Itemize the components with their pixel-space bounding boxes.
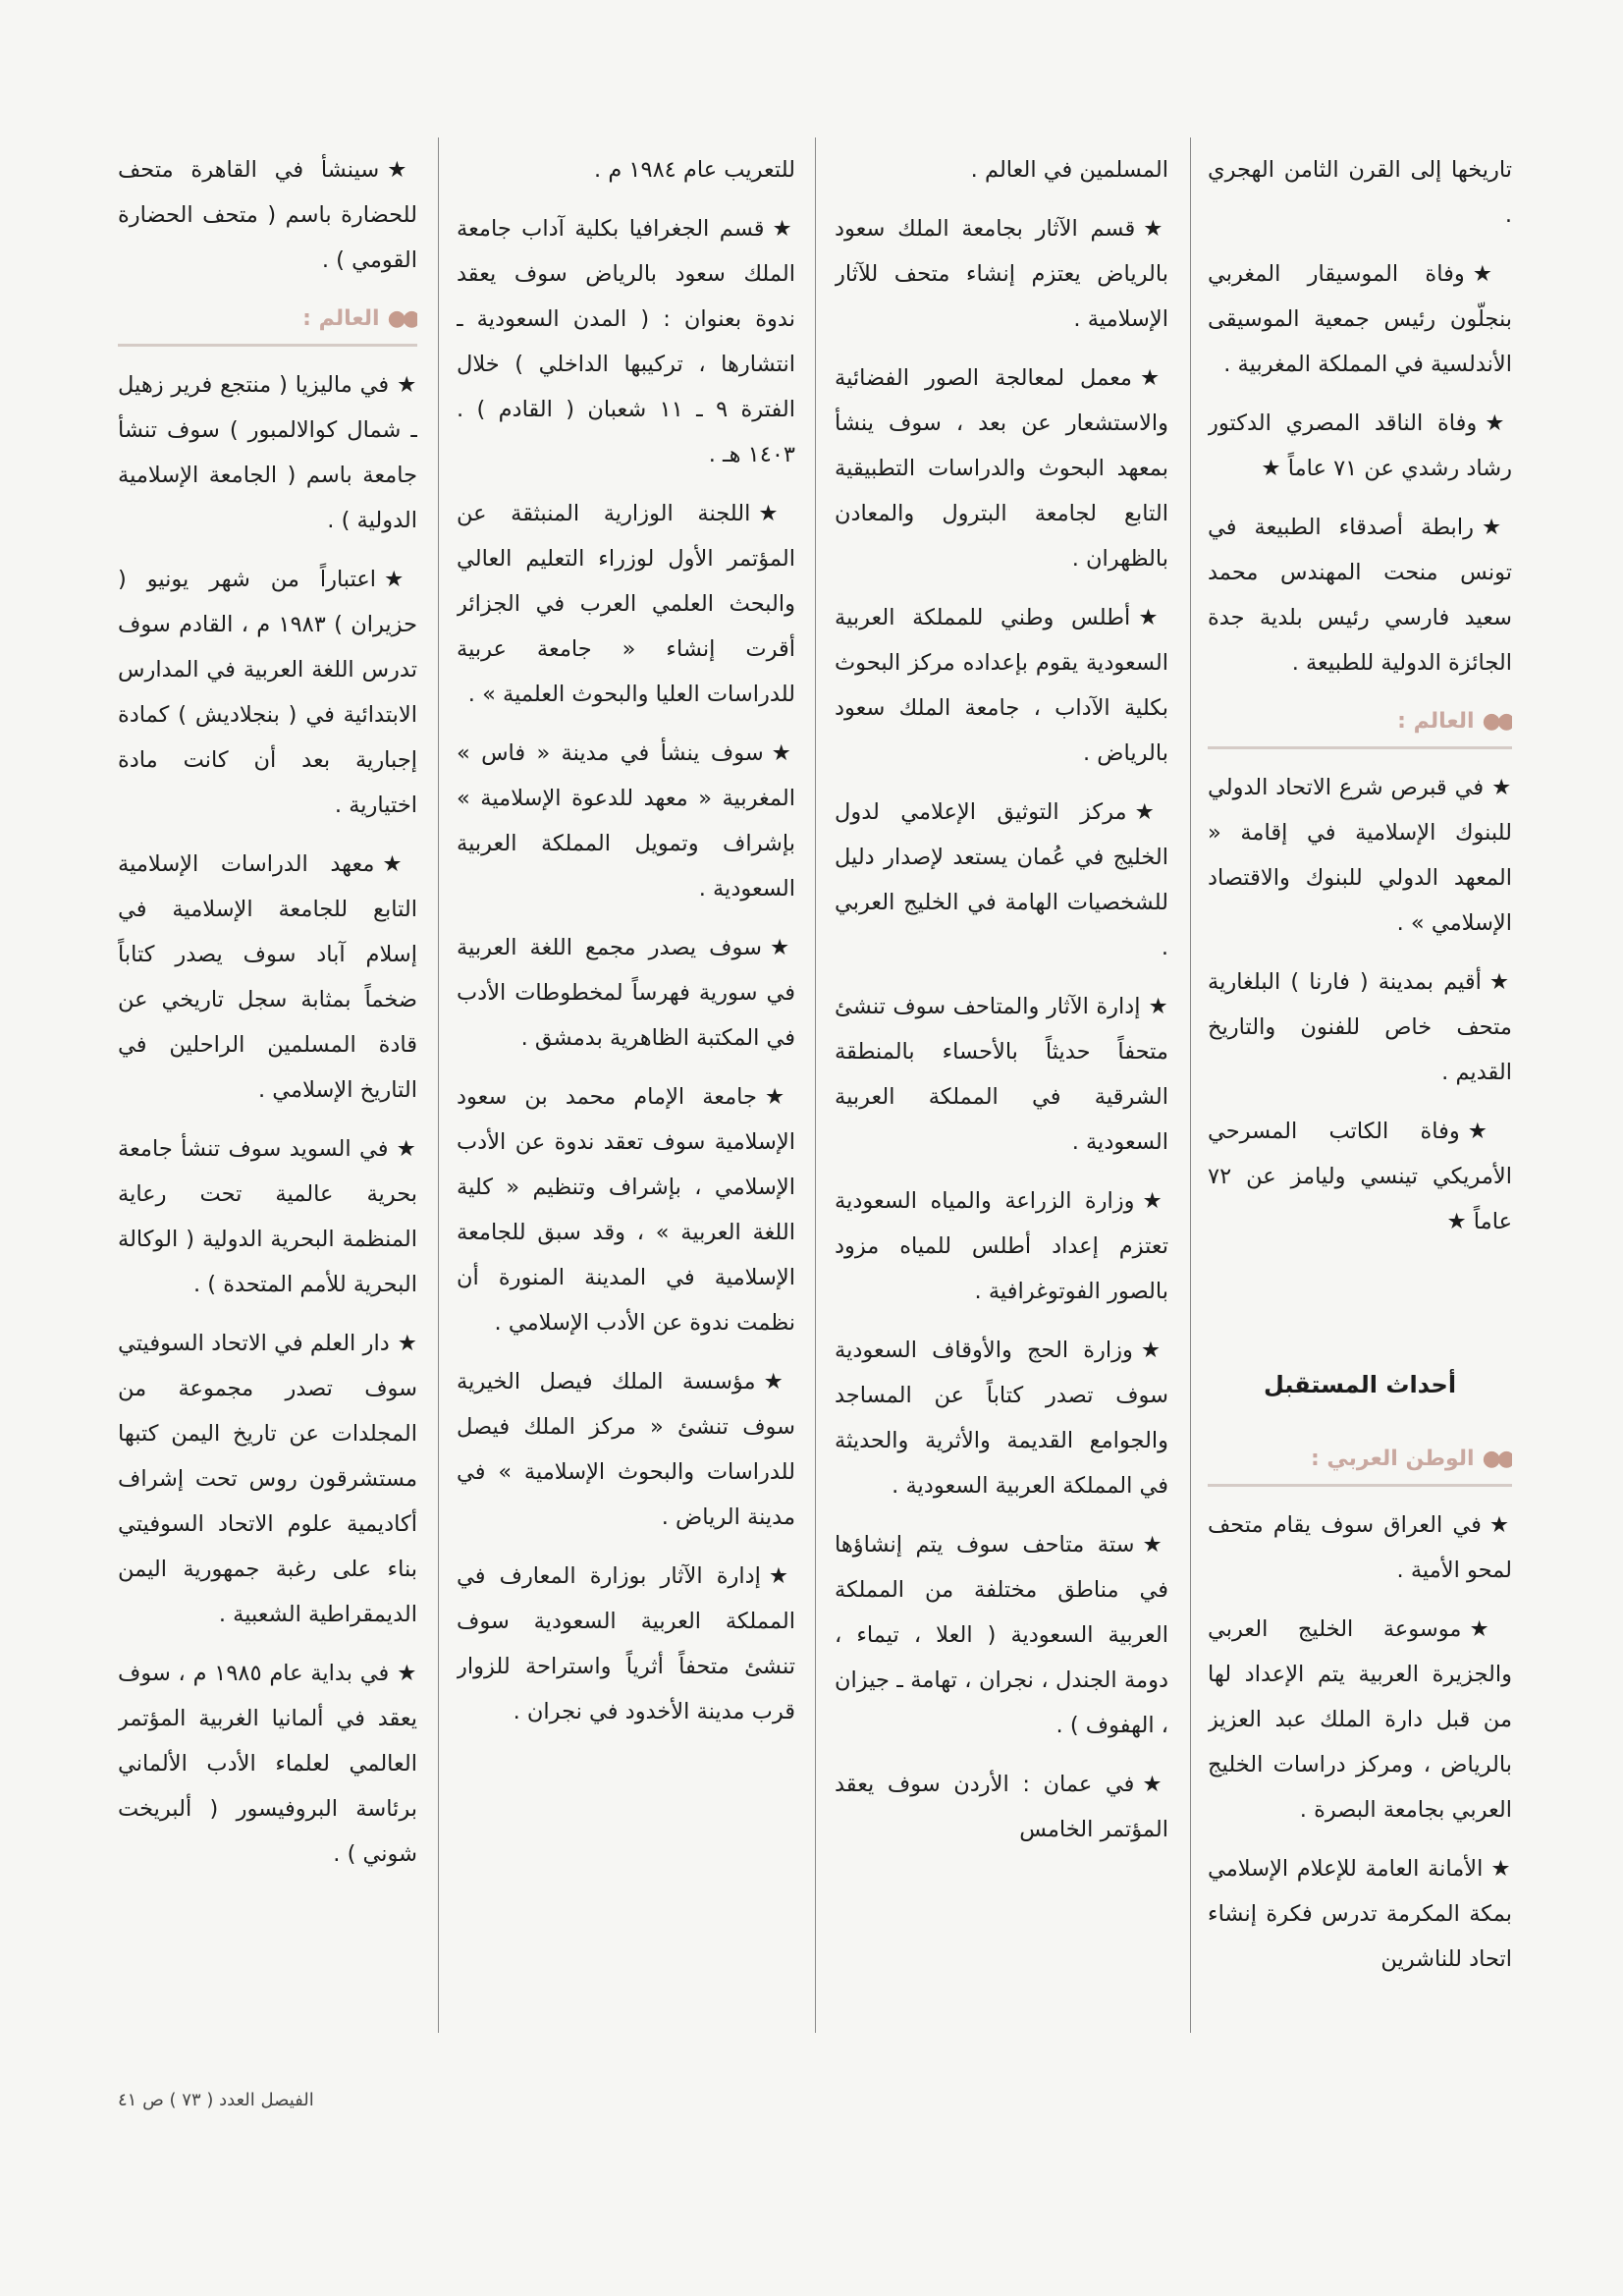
star-icon: ★: [1138, 605, 1168, 630]
column-3: [457, 147, 795, 2041]
news-item: ★في السويد سوف تنشأ جامعة بحرية عالمية تحت رعاية المنظمة البحرية الدولية ( الوكالة البحرية للأمم المتحدة ) .: [118, 1136, 417, 1297]
star-icon: ★: [1467, 1119, 1512, 1144]
news-item: ★إدارة الآثار والمتاحف سوف تنشئ متحفاً حديثاً بالأحساء بالمنطقة الشرقية في المملكة العربية السعودية .: [835, 994, 1168, 1155]
star-icon: ★: [1142, 1772, 1168, 1797]
news-item: ★ستة متاحف سوف يتم إنشاؤها في مناطق مختلفة من المملكة العربية السعودية ( العلا ، تيماء ، دومة الجندل ، نجران ، تهامة ـ جيزان ، الهفوف ) .: [835, 1532, 1168, 1738]
column-4: [118, 147, 417, 2041]
star-icon: ★: [1485, 410, 1512, 436]
paragraph: تاريخها إلى القرن الثامن الهجري .: [1208, 157, 1512, 228]
news-item: ★وزارة الزراعة والمياه السعودية تعتزم إعداد أطلس للمياه مزود بالصور الفوتوغرافية .: [835, 1188, 1168, 1304]
star-icon: ★: [1488, 1512, 1512, 1538]
star-icon: ★: [396, 1136, 417, 1162]
news-item: ★أقيم بمدينة ( فارنا ) البلغارية متحف خاص للفنون والتاريخ القديم .: [1208, 969, 1512, 1085]
star-icon: ★: [1481, 515, 1512, 540]
dots-icon: ●●: [1482, 1447, 1512, 1471]
news-item: ★جامعة الإمام محمد بن سعود الإسلامية سوف تعقد ندوة عن الأدب الإسلامي ، بإشراف وتنظيم « كلية اللغة العربية » ، وقد سبق للجامعة الإسلامية في المدينة المنورة أن نظمت ندوة عن الأدب الإسلامي .: [457, 1084, 795, 1336]
news-item: ★معهد الدراسات الإسلامية التابع للجامعة الإسلامية في إسلام آباد سوف يصدر كتاباً ضخماً بمثابة سجل تاريخي عن قادة المسلمين الراحلين في التاريخ الإسلامي .: [118, 851, 417, 1103]
star-icon: ★: [384, 567, 417, 592]
news-item: ★وفاة الموسيقار المغربي بنجلّون رئيس جمعية الموسيقى الأندلسية في المملكة المغربية .: [1208, 261, 1512, 377]
page-footer: الفيصل العدد ( ٧٣ ) ص ٤١: [118, 2090, 314, 2110]
column-rule: [438, 137, 439, 2033]
paragraph: للتعريب عام ١٩٨٤ م .: [594, 157, 795, 183]
star-icon: ★: [397, 372, 417, 398]
dots-icon: ●●: [387, 306, 417, 331]
star-icon: ★: [397, 1331, 417, 1356]
star-icon: ★: [382, 851, 417, 877]
news-item: ★مؤسسة الملك فيصل الخيرية سوف تنشئ « مركز الملك فيصل للدراسات والبحوث الإسلامية » في مدينة الرياض .: [457, 1369, 795, 1530]
news-item: ★سوف ينشأ في مدينة « فاس » المغربية « معهد للدعوة الإسلامية » بإشراف وتمويل المملكة العربية السعودية .: [457, 740, 795, 902]
news-item: ★وفاة الكاتب المسرحي الأمريكي تينسي وليامز عن ٧٢ عاماً ★: [1208, 1119, 1512, 1234]
dots-icon: ●●: [1482, 709, 1512, 734]
news-item: ★دار العلم في الاتحاد السوفيتي سوف تصدر مجموعة من المجلدات عن تاريخ اليمن كتبها مستشرقون روس تحت إشراف أكاديمية علوم الاتحاد السوفيتي بناء على رغبة جمهورية اليمن الديمقراطية الشعبية .: [118, 1331, 417, 1627]
star-icon: ★: [1142, 1188, 1168, 1214]
star-icon: ★: [768, 1563, 795, 1589]
news-item: ★في بداية عام ١٩٨٥ م ، سوف يعقد في ألمانيا الغربية المؤتمر العالمي لعلماء الأدب الألماني برئاسة البروفيسور ( ألبريخت شوني ) .: [118, 1661, 417, 1867]
future-events-title: أحداث المستقبل: [1263, 1371, 1457, 1398]
news-item: ★سينشأ في القاهرة متحف للحضارة باسم ( متحف الحضارة القومي ) .: [118, 157, 417, 273]
column-rule: [1190, 137, 1191, 2033]
news-item: ★سوف يصدر مجمع اللغة العربية في سورية فهرساً لمخطوطات الأدب في المكتبة الظاهرية بدمشق .: [457, 935, 795, 1051]
star-icon: ★: [387, 157, 417, 183]
star-icon: ★: [772, 216, 795, 242]
paragraph: المسلمين في العالم .: [970, 157, 1168, 183]
news-item: ★رابطة أصدقاء الطبيعة في تونس منحت المهندس محمد سعيد فارسي رئيس بلدية جدة الجائزة الدولية للطبيعة .: [1208, 515, 1512, 676]
news-item: ★إدارة الآثار بوزارة المعارف في المملكة العربية السعودية سوف تنشئ متحفاً أثرياً واستراحة للزوار قرب مدينة الأخدود في نجران .: [457, 1563, 795, 1724]
news-item: ★في ماليزيا ( منتجع فرير زهيل ـ شمال كوالالمبور ) سوف تنشأ جامعة باسم ( الجامعة الإسلامية الدولية ) .: [118, 372, 417, 533]
star-icon: ★: [758, 501, 795, 526]
star-icon: ★: [1491, 775, 1512, 800]
news-item: ★اعتباراً من شهر يونيو ( حزيران ) ١٩٨٣ م ، القادم سوف تدرس اللغة العربية في المدارس الابتدائية في ( بنجلاديش ) كمادة إجبارية بعد أن كانت مادة اختيارية .: [118, 567, 417, 818]
star-icon: ★: [769, 935, 795, 960]
section-heading-world: ●● العالم :: [1208, 699, 1512, 749]
news-item: ★في قبرص شرع الاتحاد الدولي للبنوك الإسلامية في إقامة « المعهد الدولي للبنوك والاقتصاد الإسلامي » .: [1208, 775, 1512, 936]
news-item: ★الأمانة العامة للإعلام الإسلامي بمكة المكرمة تدرس فكرة إنشاء اتحاد للناشرين: [1208, 1856, 1512, 1972]
star-icon: ★: [397, 1661, 417, 1686]
column-1: [1208, 147, 1512, 2041]
star-icon: ★: [1140, 1338, 1168, 1363]
news-item: ★وزارة الحج والأوقاف السعودية سوف تصدر كتاباً عن المساجد والجوامع القديمة والأثرية والحديثة في المملكة العربية السعودية .: [835, 1338, 1168, 1499]
star-icon: ★: [763, 1369, 795, 1394]
news-item: ★قسم الجغرافيا بكلية آداب جامعة الملك سعود بالرياض سوف يعقد ندوة بعنوان : ( المدن السعودية ـ انتشارها ، تركيبها الداخلي ) خلال الفترة ٩ ـ ١١ شعبان ( القادم ) . ١٤٠٣ هـ .: [457, 216, 795, 467]
section-heading-world: ●● العالم :: [118, 297, 417, 347]
news-item: ★معمل لمعالجة الصور الفضائية والاستشعار عن بعد ، سوف ينشأ بمعهد البحوث والدراسات التطبيقية التابع لجامعة البترول والمعادن بالظهران .: [835, 365, 1168, 572]
news-item: ★أطلس وطني للمملكة العربية السعودية يقوم بإعداده مركز البحوث بكلية الآداب ، جامعة الملك سعود بالرياض .: [835, 605, 1168, 766]
star-icon: ★: [764, 1084, 795, 1110]
news-item: ★اللجنة الوزارية المنبثقة عن المؤتمر الأول لوزراء التعليم العالي والبحث العلمي العرب في الجزائر أقرت إنشاء « جامعة عربية للدراسات العليا والبحوث العلمية » .: [457, 501, 795, 707]
star-icon: ★: [1490, 1856, 1512, 1882]
column-2: [835, 147, 1168, 2041]
news-item: ★في عمان : الأردن سوف يعقد المؤتمر الخامس: [835, 1772, 1168, 1842]
star-icon: ★: [1148, 994, 1168, 1019]
news-item: ★وفاة الناقد المصري الدكتور رشاد رشدي عن ٧١ عاماً ★: [1208, 410, 1512, 481]
star-icon: ★: [1140, 365, 1168, 391]
star-icon: ★: [771, 740, 795, 766]
star-icon: ★: [1488, 969, 1512, 995]
star-icon: ★: [1143, 216, 1168, 242]
star-icon: ★: [1472, 261, 1512, 287]
star-icon: ★: [1134, 799, 1168, 825]
column-rule: [815, 137, 816, 2033]
star-icon: ★: [1142, 1532, 1168, 1558]
news-item: ★في العراق سوف يقام متحف لمحو الأمية .: [1208, 1512, 1512, 1583]
section-heading-arab: ●● الوطن العربي :: [1208, 1437, 1512, 1487]
news-item: ★مركز التوثيق الإعلامي لدول الخليج في عُمان يستعد لإصدار دليل للشخصيات الهامة في الخليج العربي .: [835, 799, 1168, 960]
star-icon: ★: [1469, 1616, 1512, 1642]
news-item: ★موسوعة الخليج العربي والجزيرة العربية يتم الإعداد لها من قبل دارة الملك عبد العزيز بالرياض ، ومركز دراسات الخليج العربي بجامعة البصرة .: [1208, 1616, 1512, 1823]
news-item: ★قسم الآثار بجامعة الملك سعود بالرياض يعتزم إنشاء متحف للآثار الإسلامية .: [835, 216, 1168, 332]
